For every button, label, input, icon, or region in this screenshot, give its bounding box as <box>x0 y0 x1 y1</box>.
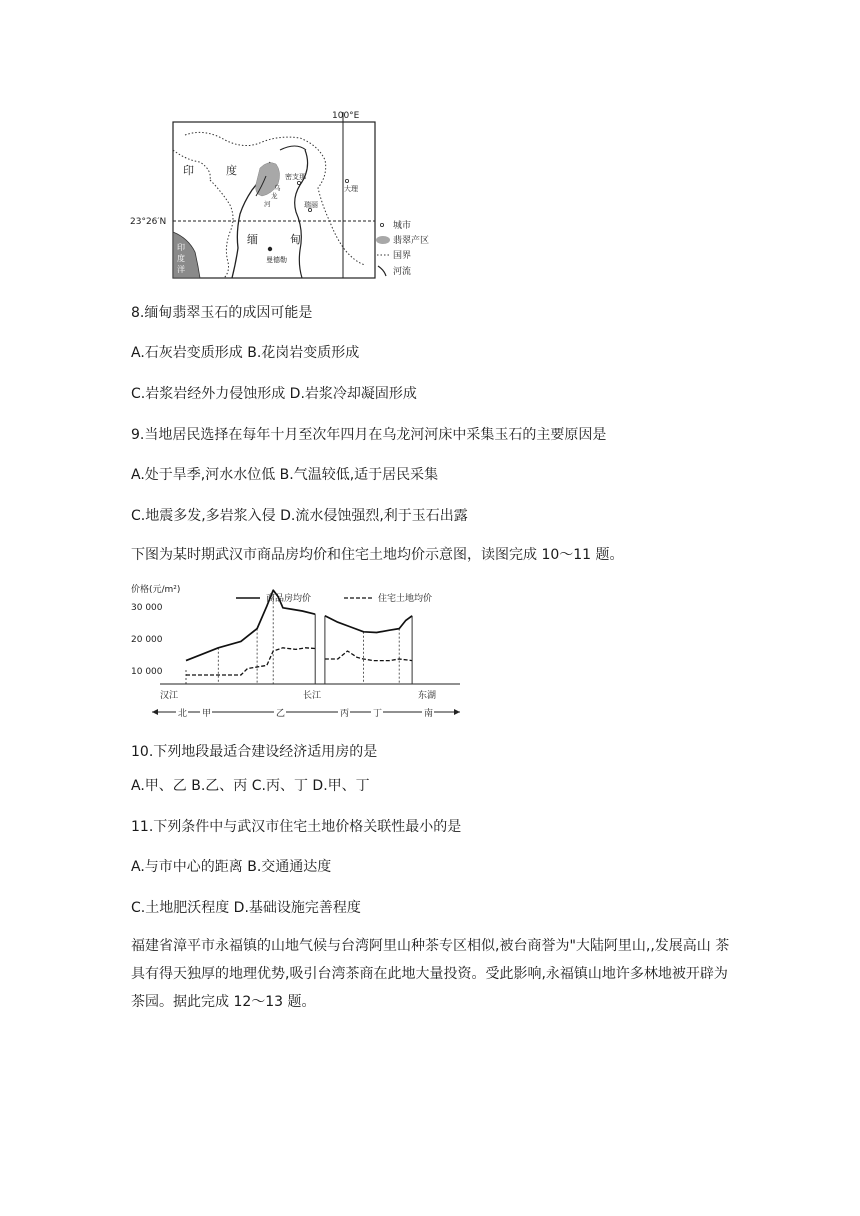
xlabel-ding: 丁 <box>373 709 383 718</box>
ytick-10000: 10 000 <box>131 667 163 677</box>
city-dali-dot <box>345 179 348 182</box>
wulong-char2: 龙 <box>271 192 278 200</box>
city-ruili: 瑞丽 <box>304 201 318 209</box>
q9-options-ab: A.处于旱季,河水水位低 B.气温较低,适于居民采集 <box>131 467 439 483</box>
wulong-char1: 乌 <box>274 184 281 192</box>
map-frame <box>173 122 375 278</box>
xlabel-jia: 甲 <box>202 709 212 718</box>
intro-12-13: 福建省漳平市永福镇的山地气候与台湾阿里山种茶专区相似,被台商誉为"大陆阿里山,,发展高山 茶具有得天独厚的地理优势,吸引台湾茶商在此地大量投资。受此影响,永福镇山地许多林地被开辟为茶园。据此完成 12～13 题。 <box>131 938 730 1010</box>
ocean-char3: 洋 <box>177 265 185 274</box>
xlabel-north: 北 <box>178 709 188 718</box>
myanmar-jade-map <box>0 0 860 290</box>
xlabel-donghu: 东湖 <box>418 691 437 701</box>
price-chart <box>0 578 860 718</box>
ocean-char1: 印 <box>177 243 185 252</box>
arrow-left <box>152 709 158 715</box>
q9-stem: 9.当地居民选择在每年十月至次年四月在乌龙河河床中采集玉石的主要原因是 <box>131 427 607 443</box>
xlabel-yi: 乙 <box>276 709 286 718</box>
q10-options: A.甲、乙 B.乙、丙 C.丙、丁 D.甲、丁 <box>131 778 370 794</box>
xlabel-changjiang: 长江 <box>303 691 322 701</box>
legend-river-icon <box>378 266 386 276</box>
myanmar-label-2: 甸 <box>290 233 301 246</box>
city-myitkyina-dot <box>297 181 300 184</box>
city-mandalay-dot <box>268 247 272 251</box>
india-label-2: 度 <box>226 164 237 177</box>
q8-stem: 8.缅甸翡翠玉石的成因可能是 <box>131 305 313 321</box>
q8-options-cd: C.岩浆岩经外力侵蚀形成 D.岩浆冷却凝固形成 <box>131 386 417 402</box>
lon-label: 100°E <box>332 111 360 121</box>
border-line-west <box>210 180 233 278</box>
intro-10-11: 下图为某时期武汉市商品房均价和住宅土地均价示意图，读图完成 10～11 题。 <box>131 547 624 563</box>
chart-ylabel: 价格(元/m²) <box>131 585 181 595</box>
q10-stem: 10.下列地段最适合建设经济适用房的是 <box>131 744 378 760</box>
legend-jade-icon <box>376 236 390 244</box>
city-mandalay: 曼德勒 <box>266 256 287 264</box>
city-myitkyina: 密支那 <box>285 173 306 181</box>
legend-housing: 商品房均价 <box>266 594 312 604</box>
river-north <box>280 146 306 150</box>
lat-label: 23°26′N <box>130 217 167 227</box>
q8-options-ab: A.石灰岩变质形成 B.花岗岩变质形成 <box>131 345 360 361</box>
q11-options-cd: C.土地肥沃程度 D.基础设施完善程度 <box>131 900 361 916</box>
city-dali: 大理 <box>344 185 358 193</box>
xlabel-hanjiang: 汉江 <box>160 691 179 701</box>
arrow-right <box>454 709 460 715</box>
legend-border: 国界 <box>393 251 412 261</box>
wulong-char3: 河 <box>264 200 271 208</box>
xlabel-bing: 丙 <box>340 709 350 718</box>
xlabel-south: 南 <box>424 709 434 718</box>
ytick-20000: 20 000 <box>131 635 163 645</box>
land-price-line-1 <box>325 651 412 661</box>
land-price-line-0 <box>186 648 315 675</box>
legend-land: 住宅土地均价 <box>378 594 433 604</box>
legend-river: 河流 <box>393 267 412 277</box>
q9-options-cd: C.地震多发,多岩浆入侵 D.流水侵蚀强烈,利于玉石出露 <box>131 508 468 524</box>
myanmar-label-1: 缅 <box>247 233 258 246</box>
india-label-1: 印 <box>183 164 194 177</box>
q11-options-ab: A.与市中心的距离 B.交通通达度 <box>131 859 332 875</box>
legend-jade: 翡翠产区 <box>393 236 430 246</box>
river-east <box>295 150 308 278</box>
q11-stem: 11.下列条件中与武汉市住宅土地价格关联性最小的是 <box>131 819 462 835</box>
ocean-char2: 度 <box>177 254 185 263</box>
legend-city-icon <box>380 223 383 226</box>
legend-city: 城市 <box>393 221 412 231</box>
ytick-30000: 30 000 <box>131 603 163 613</box>
